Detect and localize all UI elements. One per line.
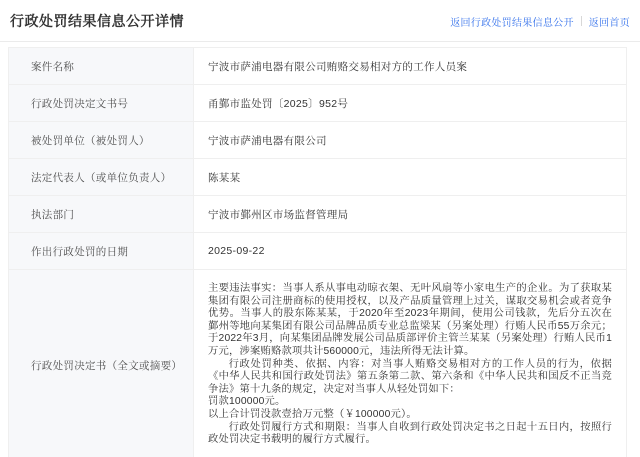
- decision-paragraph-execution: 行政处罚履行方式和期限：当事人自收到行政处罚决定书之日起十五日内，按照行政处罚决定书载明的履行方式履行。: [208, 421, 612, 446]
- back-home-link[interactable]: 返回首页: [588, 17, 630, 29]
- header-nav: [450, 14, 630, 29]
- decision-paragraph-total: 以上合计罚没款壹拾万元整（￥100000元）。: [208, 408, 417, 420]
- table-row-penalty-date: [9, 233, 627, 270]
- decision-paragraph-basis: 行政处罚种类、依据、内容：对当事人贿赂交易相对方的工作人员的行为，依据《中华人民共和国行政处罚法》第五条第二款、第六条和《中华人民共和国反不正当竞争法》第十九条的规定，决定对当事人从轻处罚如下：: [208, 358, 612, 395]
- table-row-decision-text: [9, 270, 627, 457]
- enforcement-department-label: 执法部门: [9, 196, 194, 233]
- penalty-date-value: 2025-09-22: [194, 233, 627, 270]
- punished-entity-label: 被处罚单位（被处罚人）: [9, 122, 194, 159]
- page-header: [0, 0, 640, 41]
- decision-paragraph-facts: 主要违法事实：当事人系从事电动晾衣架、无叶风扇等小家电生产的企业。为了获取某集团有限公司注册商标的使用授权，以及产品质量管理上过关，谋取交易机会或者竞争优势。当事人的股东陈某某，于2020年至2023年期间，使用公司钱款，先后分五次在鄞州等地向某集团有限公司品牌品质专业总监梁某（另案处理）行贿人民币55万余元；于2022年3月，向某集团品牌发展公司品质部评价主管兰某某（另案处理）行贿人民币1万元，涉案贿赂款项共计560000元，违法所得无法计算。: [208, 283, 612, 357]
- table-row-legal-representative: [9, 159, 627, 196]
- table-row-document-number: [9, 85, 627, 122]
- back-to-penalty-list-link[interactable]: 返回行政处罚结果信息公开: [450, 17, 574, 29]
- decision-paragraph-fine: 罚款100000元。: [208, 396, 286, 408]
- header-divider: [0, 41, 640, 42]
- page-title: 行政处罚结果信息公开详情: [10, 13, 184, 29]
- document-number-value: 甬鄞市监处罚〔2025〕952号: [194, 85, 627, 122]
- legal-representative-value: 陈某某: [194, 159, 627, 196]
- nav-divider: [581, 16, 582, 26]
- penalty-detail-table: [8, 47, 627, 457]
- table-row-case-name: [9, 48, 627, 85]
- document-number-label: 行政处罚决定文书号: [9, 85, 194, 122]
- table-row-enforcement-department: [9, 196, 627, 233]
- case-name-label: 案件名称: [9, 48, 194, 85]
- decision-document-text: [194, 270, 627, 457]
- decision-document-label: 行政处罚决定书（全文或摘要）: [9, 270, 194, 457]
- punished-entity-value: 宁波市萨浦电器有限公司: [194, 122, 627, 159]
- enforcement-department-value: 宁波市鄞州区市场监督管理局: [194, 196, 627, 233]
- penalty-date-label: 作出行政处罚的日期: [9, 233, 194, 270]
- table-row-punished-entity: [9, 122, 627, 159]
- case-name-value: 宁波市萨浦电器有限公司贿赂交易相对方的工作人员案: [194, 48, 627, 85]
- legal-representative-label: 法定代表人（或单位负责人）: [9, 159, 194, 196]
